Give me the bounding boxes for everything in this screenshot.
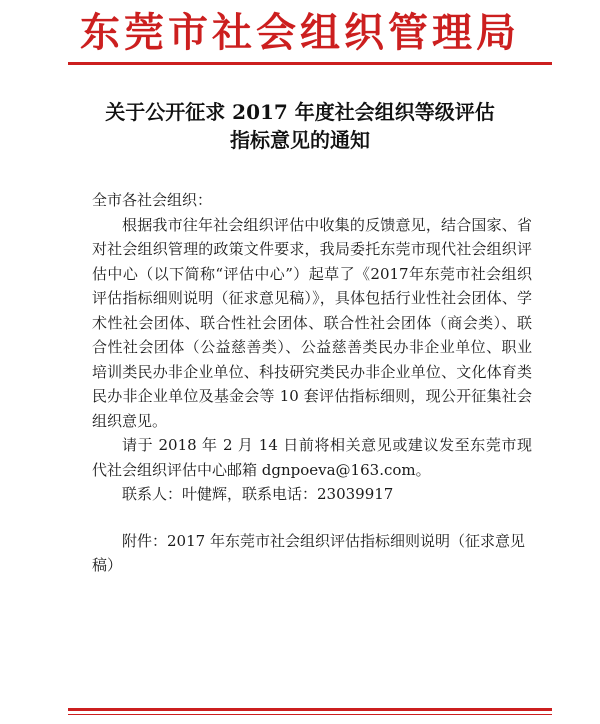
letterhead-rule-top	[68, 62, 552, 65]
attachment-line: 附件：2017 年东莞市社会组织评估指标细则说明（征求意见稿）	[92, 531, 525, 574]
contact-line: 联系人：叶健辉，联系电话：23039917	[122, 485, 394, 503]
footer-rule-thick	[68, 708, 552, 711]
spacer	[92, 507, 532, 529]
body-paragraph-2: 请于 2018 年 2 月 14 日前将相关意见或建议发至东莞市现代社会组织评估中心邮箱 dgnpoeva@163.com。	[92, 436, 532, 479]
salutation: 全市各社会组织：	[92, 191, 213, 209]
footer-rule-thin	[68, 714, 552, 715]
document-body	[92, 188, 532, 578]
document-title	[0, 98, 600, 154]
document-title-line1: 关于公开征求 2017 年度社会组织等级评估	[105, 100, 495, 124]
document-title-line2: 指标意见的通知	[230, 128, 370, 152]
letterhead-title: 东莞市社会组织管理局	[80, 9, 520, 56]
body-paragraph-1: 根据我市往年社会组织评估中收集的反馈意见，结合国家、省对社会组织管理的政策文件要求，我局委托东莞市现代社会组织评估中心（以下简称“评估中心”）起草了《2017年东莞市社会组织评估指标细则说明（征求意见稿）》，具体包括行业性社会团体、学术性社会团体、联合性社会团体、联合性社会团体（商会类）、联合性社会团体（公益慈善类）、公益慈善类民办非企业单位、职业培训类民办非企业单位、科技研究类民办非企业单位、文化体育类民办非企业单位及基金会等 10 套评估指标细则，现公开征集社会组织意见。	[92, 215, 532, 430]
